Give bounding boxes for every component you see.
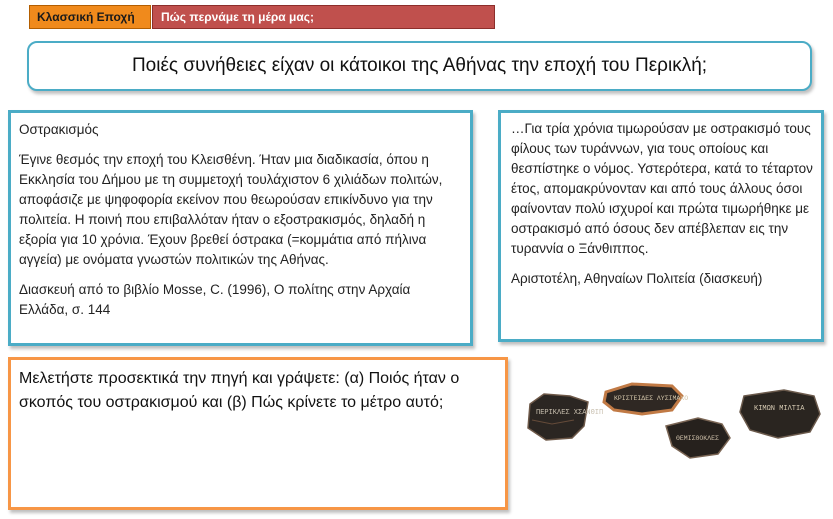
ostrakon-shard: [604, 384, 688, 414]
question-box[interactable]: [8, 357, 508, 510]
ostrakon-shard: [528, 394, 603, 440]
source-citation: Διασκευή από το βιβλίο Mosse, C. (1996), Ο πολίτης στην Αρχαία Ελλάδα, σ. 144: [19, 282, 411, 317]
section-label: Κλασσική Εποχή: [29, 5, 151, 29]
ostrakon-inscription: ΘΕΜΙΣΘΟΚΛΕΣ: [676, 435, 719, 442]
source-heading: Οστρακισμός: [19, 122, 99, 137]
ostrakon-shard: [740, 390, 820, 438]
page-title: [27, 41, 812, 91]
question-text: Μελετήστε προσεκτικά την πηγή και γράψετε: (α) Ποιός ήταν ο σκοπός του οστρακισμού και (β) Πώς κρίνετε το μέτρο αυτό;: [19, 370, 460, 411]
ostraka-image: [522, 380, 822, 460]
page-title-text: Ποιές συνήθειες είχαν οι κάτοικοι της Αθήνας την εποχή του Περικλή;: [131, 55, 708, 76]
source-citation: Αριστοτέλη, Αθηναίων Πολιτεία (διασκευή): [511, 271, 763, 286]
source-box-aristotle: [498, 110, 824, 342]
ostrakon-shard: [666, 418, 730, 458]
source-box-ostracism: [8, 110, 473, 346]
ostrakon-inscription: ΚΙΜΩΝ ΜΙΛΤΙΑ: [754, 405, 805, 413]
topic-label: Πώς περνάμε τη μέρα μας;: [152, 5, 495, 29]
ostrakon-inscription: ΚΡΙΣΤΕΙΔΕΣ ΛΥΣΙΜΑΧΟ: [614, 395, 689, 402]
source-body: …Για τρία χρόνια τιμωρούσαν με οστρακισμό τους φίλους των τυράννων, για τους οποίους και θεσπίστηκε ο νόμος. Υστερότερα, κατά το τέταρτον έτος, απομακρύνονταν και από τους άλλους όσοι φαίνονταν πολύ ισχυροί και πρώτα τιμωρήθηκε με οστρακισμό από όσους δεν απέβλεπαν εις την τυραννία ο Ξάνθιππος.: [511, 121, 813, 256]
source-body: Έγινε θεσμός την εποχή του Κλεισθένη. Ήταν μια διαδικασία, όπου η Εκκλησία του Δήμου με τη συμμετοχή τουλάχιστον 6 χιλιάδων πολιτών, αποφάσιζε με ψηφοφορία εκείνον που θεωρούσαν επικίνδυνο για την πολιτεία. Η ποινή που επιβαλλόταν ήταν ο εξοστρακισμός, δηλαδή η εξορία για 10 χρόνια. Έχουν βρεθεί όστρακα (=κομμάτια από πήλινα αγγεία) με ονόματα γνωστών πολιτικών της Αθήνας.: [19, 152, 443, 267]
ostrakon-inscription: ΠΕΡΙΚΛΕΣ ΧΣΑΝΘΙΠ: [536, 409, 604, 417]
